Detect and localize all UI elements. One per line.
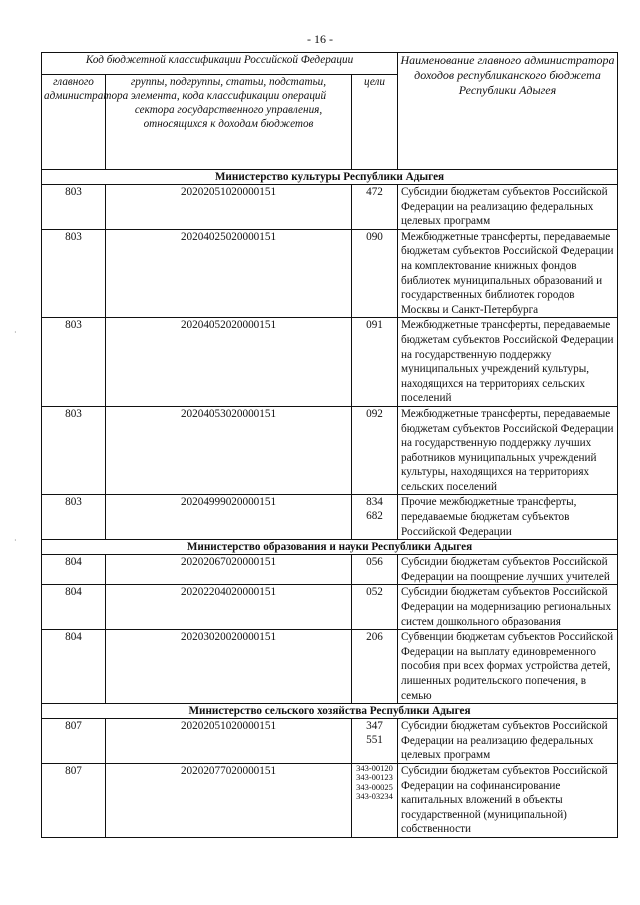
admin-code: 803 — [42, 406, 106, 495]
table-row — [42, 630, 618, 704]
purpose-code-value: 834 — [366, 496, 383, 509]
purpose-code-value: 343-03234 — [356, 791, 393, 802]
admin-code: 803 — [42, 185, 106, 230]
purpose-code-value: 343-00120 — [356, 762, 393, 773]
classification-code: 20204999020000151 — [106, 495, 352, 540]
purpose-code-value: 343-00123 — [356, 772, 393, 783]
purpose-code — [352, 719, 398, 764]
header-purpose-code: цели — [352, 75, 398, 170]
revenue-name: Прочие межбюджетные трансферты, передаваемые бюджетам субъектов Российской Федерации — [398, 495, 618, 540]
section-title: Министерство культуры Республики Адыгея — [42, 170, 618, 185]
purpose-code — [352, 555, 398, 585]
revenue-name: Субсидии бюджетам субъектов Российской Федерации на реализацию федеральных целевых программ — [398, 185, 618, 230]
margin-mark: · — [14, 328, 17, 337]
table-row — [42, 585, 618, 630]
section-title: Министерство сельского хозяйства Республики Адыгея — [42, 704, 618, 719]
header-code-group: Код бюджетной классификации Российской Федерации — [42, 53, 398, 75]
table-row — [42, 406, 618, 495]
table-row — [42, 495, 618, 540]
purpose-code — [352, 495, 398, 540]
page-number: - 16 - — [307, 32, 333, 46]
section-header-row — [42, 540, 618, 555]
purpose-code-value: 347 — [366, 720, 383, 733]
header-admin-name: Наименование главного администратора доходов республиканского бюджета Республики Адыгея — [398, 53, 618, 170]
purpose-code-value: 091 — [366, 319, 383, 332]
budget-classification-table — [41, 52, 618, 838]
admin-code: 807 — [42, 719, 106, 764]
table-row — [42, 719, 618, 764]
margin-mark: · — [14, 536, 17, 545]
header-classification-code: группы, подгруппы, статьи, подстатьи, элемента, кода классификации операций сектора государственного управления, относящихся к доходам бюджетов — [106, 75, 352, 170]
classification-code: 20204025020000151 — [106, 229, 352, 318]
revenue-name: Межбюджетные трансферты, передаваемые бюджетам субъектов Российской Федерации на комплектование книжных фондов библиотек муниципальных образований и государственных библиотек городов Москвы и Санкт-Петербурга — [398, 229, 618, 318]
revenue-name: Субсидии бюджетам субъектов Российской Федерации на модернизацию региональных систем дошкольного образования — [398, 585, 618, 630]
revenue-name: Субсидии бюджетам субъектов Российской Федерации на софинансирование капитальных вложений в объекты государственной (муниципальной) собственности — [398, 763, 618, 837]
table-row — [42, 555, 618, 585]
section-header-row — [42, 704, 618, 719]
purpose-code-value: 343-00025 — [356, 781, 393, 792]
purpose-code-value: 551 — [366, 734, 383, 747]
classification-code: 20202067020000151 — [106, 555, 352, 585]
table-row — [42, 185, 618, 230]
purpose-code-value: 056 — [366, 556, 383, 569]
admin-code: 807 — [42, 763, 106, 837]
purpose-code-value: 472 — [366, 186, 383, 198]
revenue-name: Субсидии бюджетам субъектов Российской Федерации на реализацию федеральных целевых программ — [398, 719, 618, 764]
purpose-code — [352, 185, 398, 230]
classification-code: 20203020020000151 — [106, 630, 352, 704]
classification-code: 20204053020000151 — [106, 406, 352, 495]
purpose-code-value: 090 — [366, 230, 383, 243]
purpose-code-value: 206 — [366, 631, 383, 644]
purpose-code — [352, 406, 398, 495]
classification-code: 20202077020000151 — [106, 763, 352, 837]
revenue-name: Субвенции бюджетам субъектов Российской Федерации на выплату единовременного пособия при всех формах устройства детей, лишенных родительского попечения, в семью — [398, 630, 618, 704]
purpose-code-value: 092 — [366, 407, 383, 420]
admin-code: 803 — [42, 495, 106, 540]
classification-code: 20204052020000151 — [106, 318, 352, 407]
purpose-code-value: 682 — [366, 510, 383, 523]
purpose-code-value: 052 — [366, 586, 383, 599]
admin-code: 804 — [42, 630, 106, 704]
table-row — [42, 763, 618, 837]
section-title: Министерство образования и науки Республики Адыгея — [42, 540, 618, 555]
revenue-name: Межбюджетные трансферты, передаваемые бюджетам субъектов Российской Федерации на государственную поддержку муниципальных учреждений культуры, находящихся на территориях сельских поселений — [398, 318, 618, 407]
purpose-code — [352, 229, 398, 318]
purpose-code — [352, 318, 398, 407]
admin-code: 803 — [42, 229, 106, 318]
purpose-code — [352, 763, 398, 837]
section-header-row — [42, 170, 618, 185]
admin-code: 804 — [42, 555, 106, 585]
purpose-code — [352, 630, 398, 704]
classification-code: 20202204020000151 — [106, 585, 352, 630]
purpose-code — [352, 585, 398, 630]
admin-code: 803 — [42, 318, 106, 407]
revenue-name: Субсидии бюджетам субъектов Российской Федерации на поощрение лучших учителей — [398, 555, 618, 585]
table-row — [42, 229, 618, 318]
admin-code: 804 — [42, 585, 106, 630]
table-row — [42, 318, 618, 407]
classification-code: 20202051020000151 — [106, 185, 352, 230]
revenue-name: Межбюджетные трансферты, передаваемые бюджетам субъектов Российской Федерации на государственную поддержку лучших работников муниципальных учреждений культуры, находящихся на территориях сельских поселений — [398, 406, 618, 495]
classification-code: 20202051020000151 — [106, 719, 352, 764]
header-admin-code: главного администратора — [42, 75, 106, 170]
